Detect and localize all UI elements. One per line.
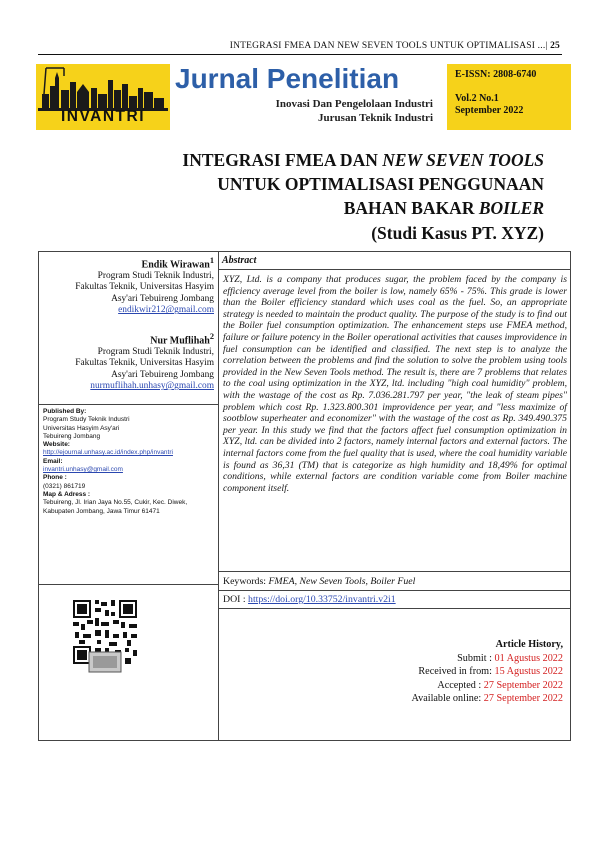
abstract-heading: Abstract: [222, 255, 257, 266]
author-sup: 2: [209, 331, 214, 341]
online-label: Available online:: [411, 693, 484, 704]
publisher-info: [43, 408, 214, 516]
running-title: INTEGRASI FMEA DAN NEW SEVEN TOOLS UNTUK OPTIMALISASI ...|: [229, 41, 548, 51]
address: Tebuireng, Jl. Irian Jaya No.55, Cukir, Kec. Diwek, Kabupaten Jombang, Jawa Timur 61471: [43, 499, 188, 515]
doi: [223, 594, 396, 605]
title-part-1: INTEGRASI FMEA DAN: [182, 150, 383, 170]
publisher-email-link[interactable]: invantri.unhasy@gmail.com: [43, 466, 123, 474]
website-link[interactable]: http://ejournal.unhasy.ac.id/index.php/invantri: [43, 449, 173, 457]
invantri-logo: [36, 64, 170, 130]
journal-masthead: [175, 64, 433, 130]
article-history: [412, 638, 563, 706]
phone-label: Phone :: [43, 474, 67, 482]
doi-label: DOI :: [223, 594, 249, 605]
publisher-line: Tebuireng Jombang: [43, 432, 101, 440]
article-title: [74, 148, 544, 245]
author-name: Endik Wirawan: [141, 259, 210, 271]
email-label: Email:: [43, 457, 63, 465]
author-affil: Fakultas Teknik, Universitas Hasyim: [75, 358, 214, 369]
author-email-link[interactable]: endikwir212@gmail.com: [118, 305, 214, 316]
title-line-2: UNTUK OPTIMALISASI PENGGUNAAN: [217, 174, 544, 194]
author-affil: Program Studi Teknik Industri,: [97, 346, 214, 357]
journal-subtitle-2: Jurusan Teknik Industri: [318, 111, 433, 124]
address-label: Map & Adress :: [43, 490, 91, 498]
author-affil: Fakultas Teknik, Universitas Hasyim: [75, 282, 214, 293]
submit-label: Submit :: [457, 652, 495, 664]
author-block: [43, 255, 214, 393]
issn: E-ISSN: 2808-6740: [455, 69, 537, 80]
accepted-label: Accepted :: [437, 679, 484, 691]
volume: Vol.2 No.1: [455, 92, 499, 104]
published-by-label: Published By:: [43, 408, 87, 415]
journal-subtitle-1: Inovasi Dan Pengelolaan Industri: [275, 98, 433, 110]
online-date: 27 September 2022: [483, 693, 563, 704]
title-part-2: NEW SEVEN TOOLS: [382, 150, 544, 170]
running-header: [230, 41, 560, 51]
keywords-value: FMEA, New Seven Tools, Boiler Fuel: [268, 576, 416, 587]
title-part-3: BAHAN BAKAR: [343, 198, 479, 218]
author-1: [43, 255, 214, 317]
author-affil: Asy'ari Tebuireng Jombang: [111, 293, 214, 304]
keywords-label: Keywords:: [223, 576, 269, 587]
header-rule: [38, 54, 562, 55]
issue-date: September 2022: [455, 105, 524, 116]
doi-link[interactable]: https://doi.org/10.33752/invantri.v2i1: [248, 594, 396, 605]
page-number: 25: [550, 41, 560, 51]
received-date: 15 Agustus 2022: [494, 666, 563, 677]
author-email-link[interactable]: nurmuflihah.unhasy@gmail.com: [90, 381, 214, 392]
logo-text: INVANTRI: [60, 108, 146, 125]
author-name: Nur Muflihah: [150, 335, 210, 347]
issn-box: [447, 64, 571, 130]
qr-code-icon: [73, 600, 137, 680]
submit-date: 01 Agustus 2022: [494, 652, 563, 664]
publisher-line: Universitas Hasyim Asy'ari: [43, 424, 120, 432]
case-study: (Studi Kasus PT. XYZ): [371, 223, 544, 243]
author-2: [43, 331, 214, 393]
author-affil: Program Studi Teknik Industri,: [97, 270, 214, 281]
keywords: [223, 576, 415, 587]
publisher-line: Program Study Teknik Industri: [43, 416, 130, 424]
abstract-text: XYZ, Ltd. is a company that produces sugar, the problem faced by the company is efficiency average level from the boiler is low, namely 65% - 75%. This grade is lower than the Boiler efficiency standard which uses coal as the fuel. So, an appropriate strategy is needed to maintain the product quality. The purpose of the study is to find out the Boiler fuel consumption optimization. The enhancement steps use FMEA method, failure or failure potency in the Boiler operational activities that causes improvidence in fuel consumption can be identified and classified. The next step is to analyze the correlation between the problems and find the solution to solve the problem using tools provided in the New Seven Tools method. The result is, there are 7 problems that relates to the coal using optimization in the XYZ, ltd. including "high coal humidity" problem, with the wastage of the cost as Rp. 7.036.281.797 per year, "the leak of steam pipes" problem which cost Rp. 1.323.800.301 improvidence per year, and "less maximize of sootblow superheater and economizer" with the wastage of the cost as Rp. 349.490.375 per year. In this study we find that the factors affect fuel consumption optimization in XYZ, ltd. can be divided into 2 factors, namely internal factors and external factors. The internal factors come from the fuel quality that is used, where the coal humidity variable is found as 36,31 (TM) that is categorize as high humidity and 18,49% for optimal conditions, while external factors are condition variable come from Boiler machine component itself.: [223, 274, 567, 494]
article-info-grid: [38, 251, 571, 741]
received-label: Received in from:: [418, 666, 495, 677]
title-part-4: BOILER: [478, 198, 544, 218]
history-heading: Article History,: [495, 639, 563, 650]
phone-number: (0321) 861719: [43, 482, 86, 490]
author-sup: 1: [209, 256, 214, 265]
journal-title: Jurnal Penelitian: [175, 63, 400, 94]
author-affil: Asy'ari Tebuireng Jombang: [111, 369, 214, 380]
accepted-date: 27 September 2022: [483, 679, 563, 691]
website-label: Website:: [43, 441, 70, 449]
